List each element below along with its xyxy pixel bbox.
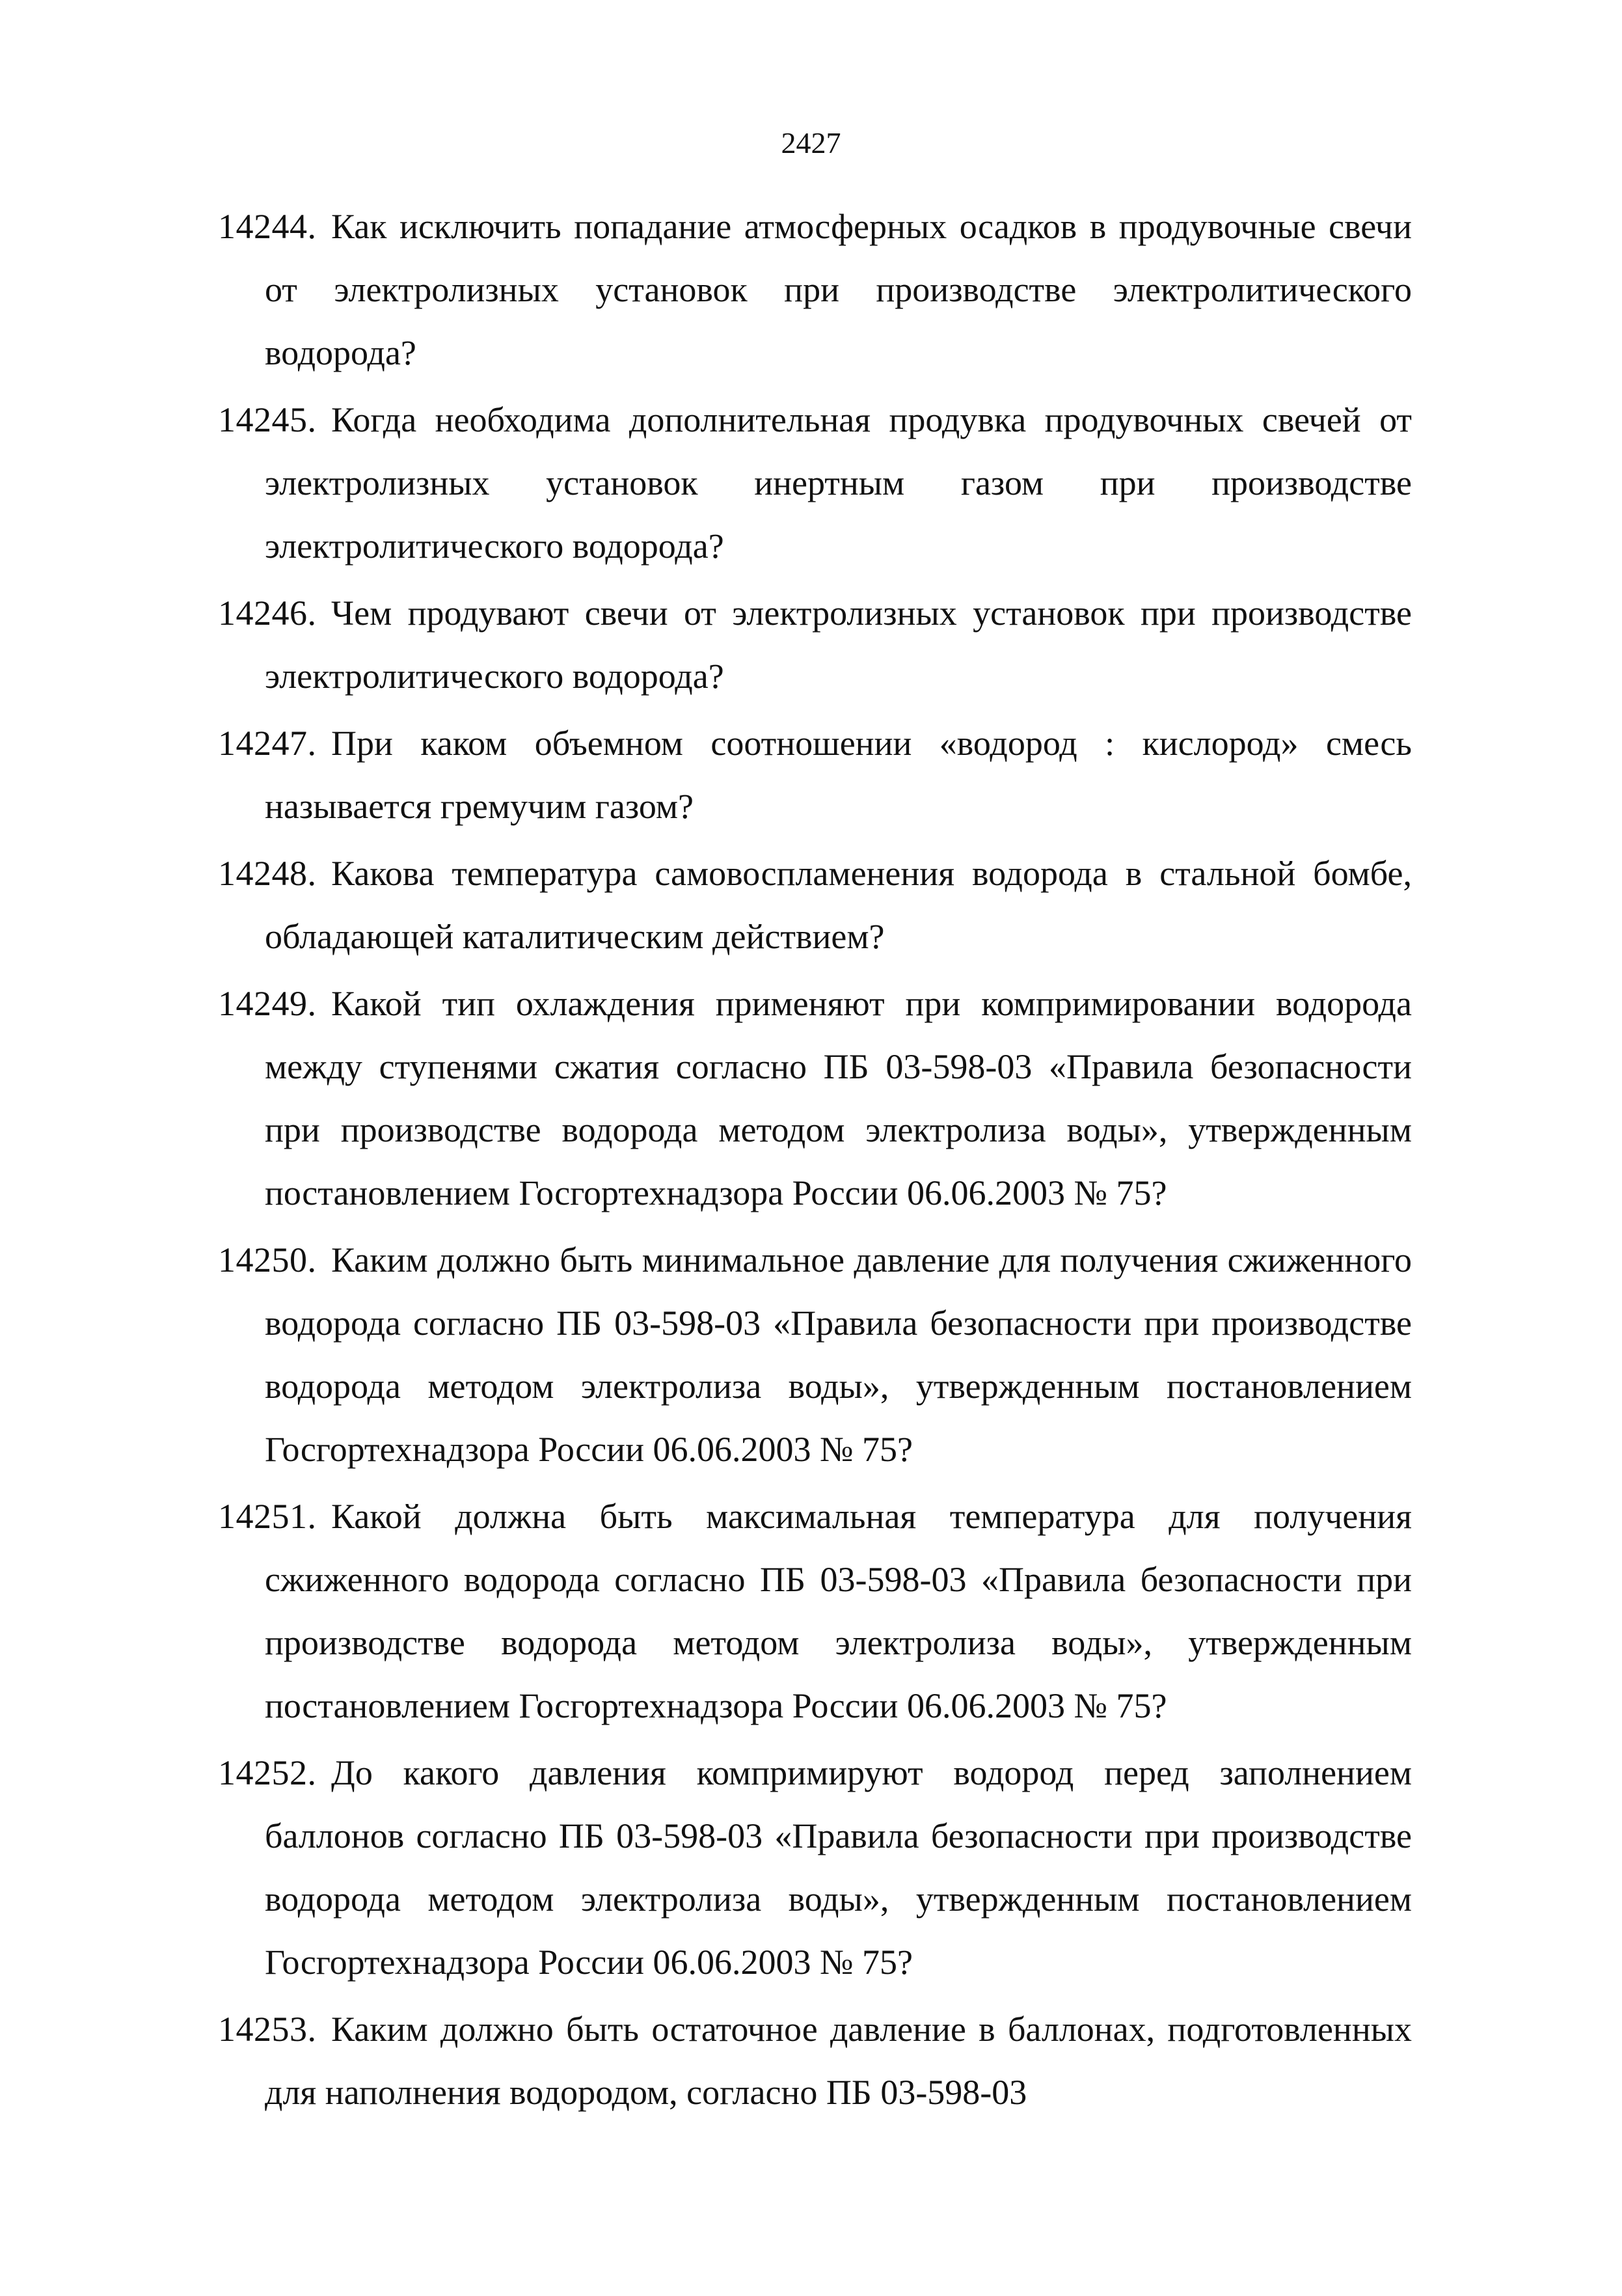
question-text: При каком объемном соотношении «водород : кислород» смесь называется гремучим газом? — [265, 724, 1412, 826]
question-text: Когда необходима дополнительная продувка продувочных свечей от электролизных установок инертным газом при производстве электролитического водорода? — [265, 400, 1412, 566]
question-item — [218, 712, 1412, 838]
question-item — [218, 972, 1412, 1225]
question-number: 14247. — [218, 724, 317, 763]
question-item — [218, 582, 1412, 708]
page-number: 2427 — [781, 126, 841, 159]
question-text: Какой должна быть максимальная температура для получения сжиженного водорода согласно ПБ 03-598-03 «Правила безопасности при производстве водорода методом электролиза воды», утвержденным постановлением Госгортехнадзора России 06.06.2003 № 75? — [265, 1497, 1412, 1725]
question-item — [218, 1229, 1412, 1481]
question-number: 14246. — [218, 594, 317, 633]
question-number: 14252. — [218, 1753, 317, 1792]
question-item — [218, 195, 1412, 385]
question-text: Какой тип охлаждения применяют при компримировании водорода между ступенями сжатия согласно ПБ 03-598-03 «Правила безопасности при производстве водорода методом электролиза воды», утвержденным постановлением Госгортехнадзора России 06.06.2003 № 75? — [265, 984, 1412, 1212]
question-number: 14248. — [218, 854, 317, 893]
question-text: Чем продувают свечи от электролизных установок при производстве электролитического водорода? — [265, 594, 1412, 696]
question-text: Каким должно быть минимальное давление для получения сжиженного водорода согласно ПБ 03-598-03 «Правила безопасности при производстве водорода методом электролиза воды», утвержденным постановлением Госгортехнадзора России 06.06.2003 № 75? — [265, 1240, 1412, 1469]
question-number: 14249. — [218, 984, 317, 1023]
question-list — [218, 195, 1412, 2128]
question-item — [218, 1485, 1412, 1738]
question-text: Какова температура самовоспламенения водорода в стальной бомбе, обладающей каталитическим действием? — [265, 854, 1412, 956]
question-text: Каким должно быть остаточное давление в баллонах, подготовленных для наполнения водородом, согласно ПБ 03-598-03 — [265, 2010, 1412, 2112]
question-text: Как исключить попадание атмосферных осадков в продувочные свечи от электролизных установок при производстве электролитического водорода? — [265, 207, 1412, 372]
question-number: 14245. — [218, 400, 317, 439]
question-number: 14253. — [218, 2010, 317, 2049]
question-number: 14251. — [218, 1497, 317, 1536]
question-number: 14244. — [218, 207, 317, 246]
question-item — [218, 842, 1412, 968]
question-item — [218, 1998, 1412, 2124]
question-item — [218, 1742, 1412, 1994]
question-item — [218, 389, 1412, 578]
question-text: До какого давления компримируют водород перед заполнением баллонов согласно ПБ 03-598-03 «Правила безопасности при производстве водорода методом электролиза воды», утвержденным постановлением Госгортехнадзора России 06.06.2003 № 75? — [265, 1753, 1412, 1982]
question-number: 14250. — [218, 1240, 317, 1279]
